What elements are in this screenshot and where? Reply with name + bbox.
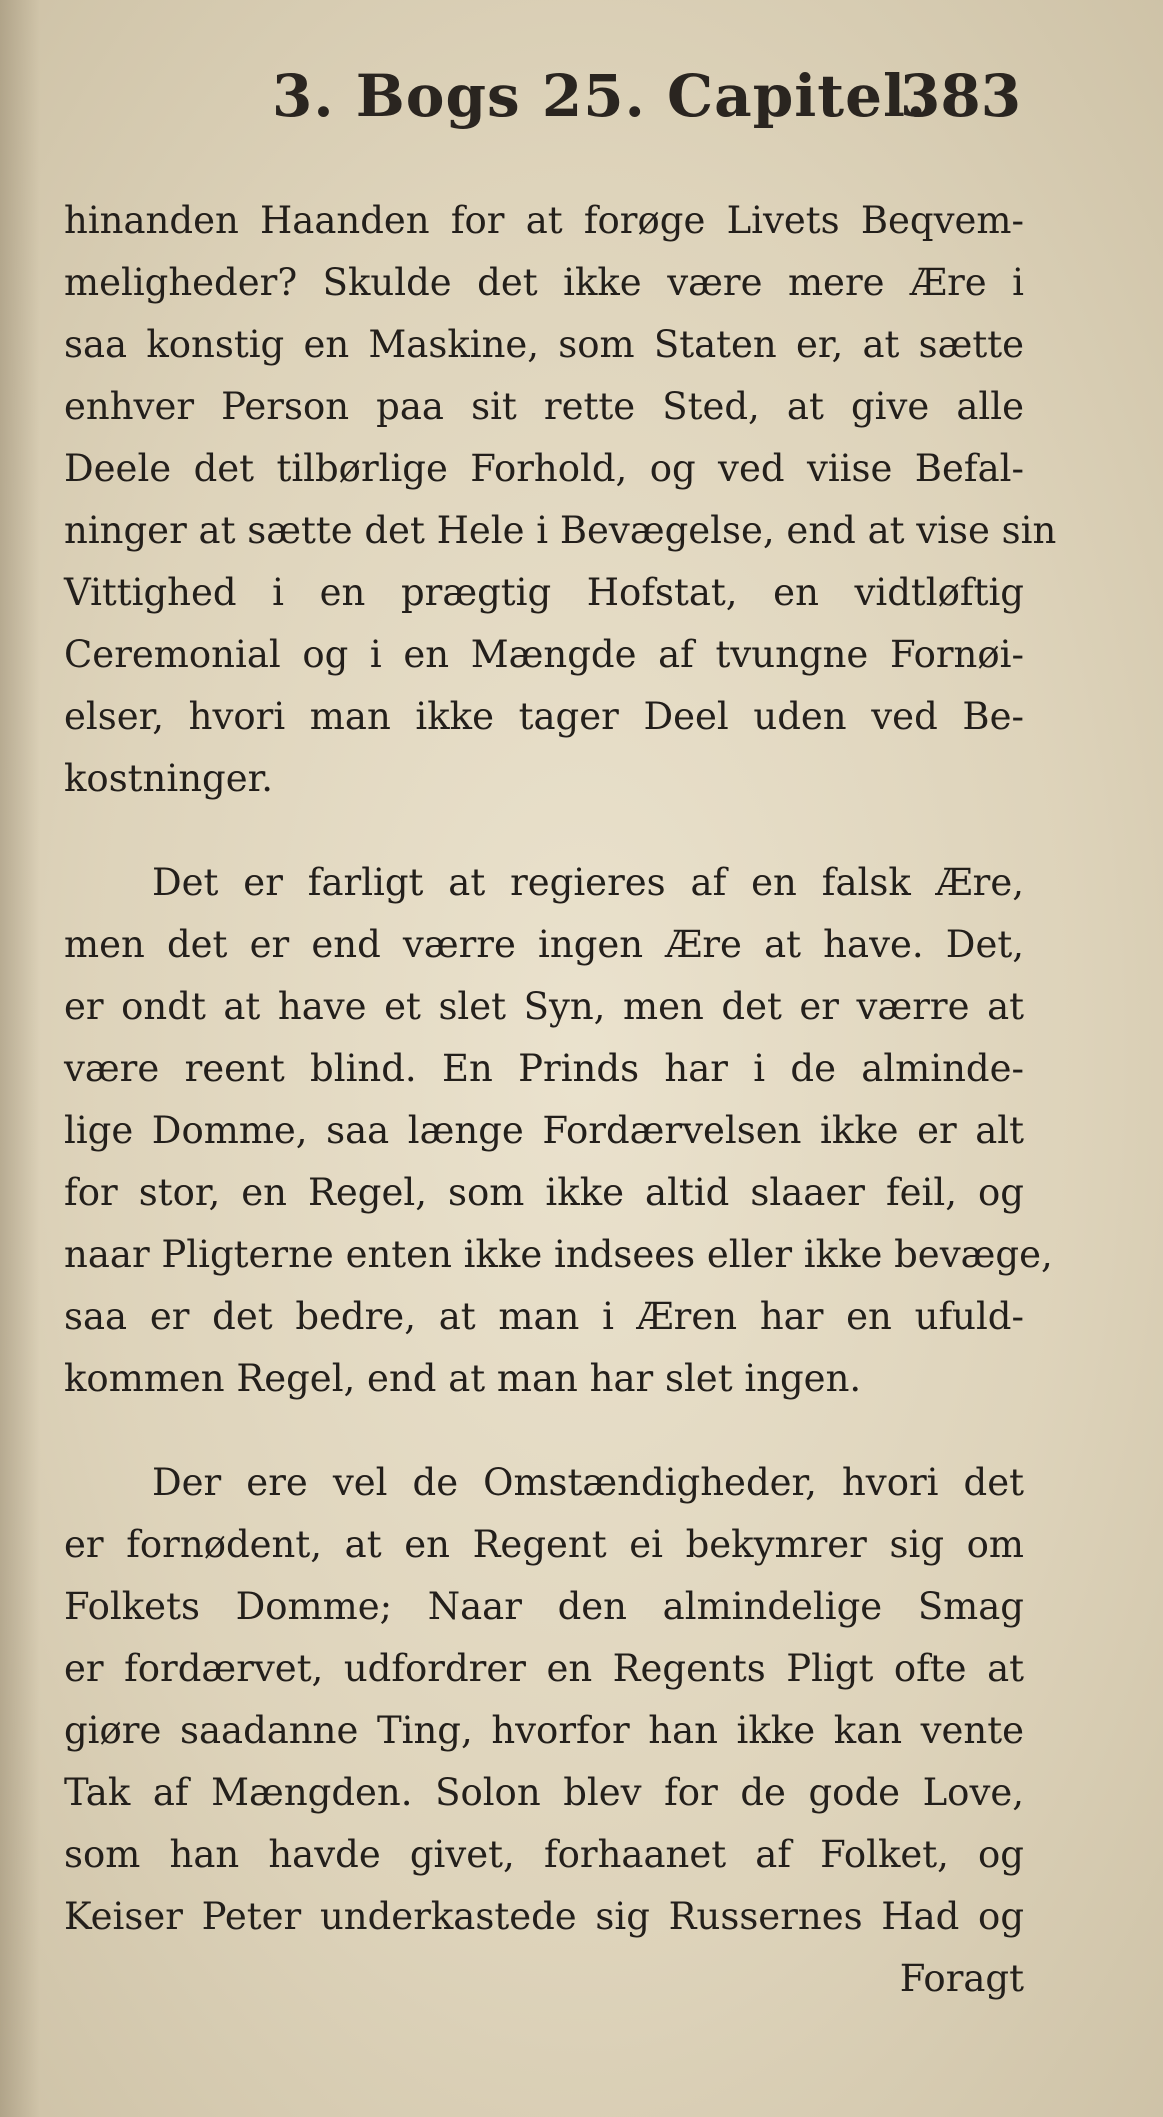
text-line: kostninger. [64,757,274,800]
text-line: saa konstig en Maskine, som Staten er, at sætte [64,323,1024,366]
text-line: kommen Regel, end at man har slet ingen. [64,1357,862,1400]
page-number: 383 [900,62,1022,130]
catchword: Foragt [899,1957,1024,2000]
text-line: for stor, en Regel, som ikke altid slaaer feil, og [64,1171,1024,1214]
text-line: være reent blind. En Prinds har i de alminde- [64,1047,1024,1090]
text-line: naar Pligterne enten ikke indsees eller ikke bevæge, [64,1233,1053,1276]
text-line: lige Domme, saa længe Fordærvelsen ikke er alt [64,1109,1024,1152]
text-line: er ondt at have et slet Syn, men det er værre at [64,985,1024,1028]
text-line: men det er end værre ingen Ære at have. Det, [64,923,1024,966]
text-line: Vittighed i en prægtig Hofstat, en vidtløftig [64,571,1024,614]
text-line: Det er farligt at regieres af en falsk Ære, [152,861,1024,904]
paragraph-gap [64,810,1024,852]
text-line: saa er det bedre, at man i Æren har en ufuld- [64,1295,1024,1338]
text-line: er fornødent, at en Regent ei bekymrer sig om [64,1523,1024,1566]
text-line: giøre saadanne Ting, hvorfor han ikke kan vente [64,1709,1024,1752]
text-line: meligheder? Skulde det ikke være mere Ære i [64,261,1024,304]
text-line: er fordærvet, udfordrer en Regents Pligt ofte at [64,1647,1024,1690]
text-line: Ceremonial og i en Mængde af tvungne Fornøi- [64,633,1024,676]
text-line: Deele det tilbørlige Forhold, og ved viise Befal- [64,447,1024,490]
gutter-shadow [0,0,40,2117]
running-title: 3. Bogs 25. Capitel. [272,62,928,130]
paragraph-gap [64,1410,1024,1452]
text-line: hinanden Haanden for at forøge Livets Beqvem- [64,199,1024,242]
text-line: Folkets Domme; Naar den almindelige Smag [64,1585,1024,1628]
text-line: som han havde givet, forhaanet af Folket, og [64,1833,1024,1876]
text-line: Der ere vel de Omstændigheder, hvori det [152,1461,1024,1504]
text-line: elser, hvori man ikke tager Deel uden ved Be- [64,695,1024,738]
paragraph [64,190,1057,810]
text-line: Tak af Mængden. Solon blev for de gode Love, [64,1771,1024,1814]
paragraph [64,1452,1024,1948]
running-head [60,62,1070,152]
text-line: Keiser Peter underkastede sig Russernes Had og [64,1895,1024,1938]
text-line: ninger at sætte det Hele i Bevægelse, end at vise sin [64,509,1057,552]
paragraph [64,852,1053,1410]
body-text [64,190,1057,2010]
text-line: enhver Person paa sit rette Sted, at give alle [64,385,1024,428]
